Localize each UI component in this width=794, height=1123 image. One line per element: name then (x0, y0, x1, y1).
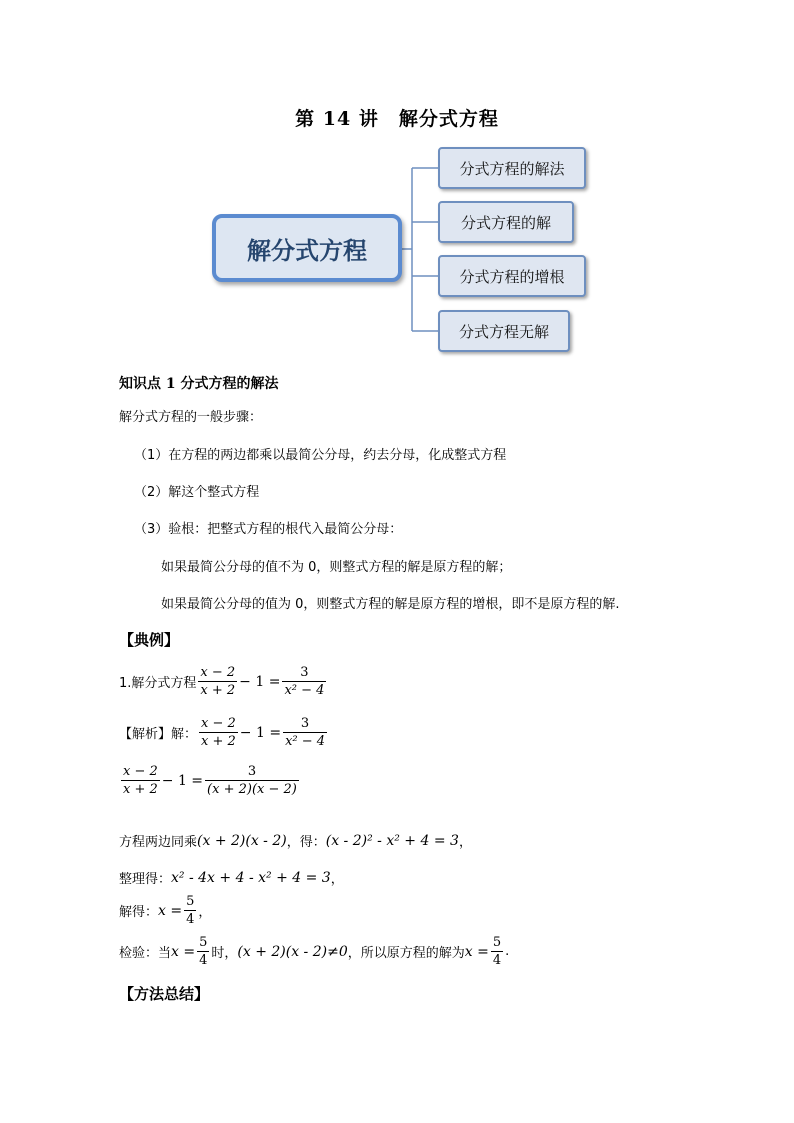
fraction: $\frac{3}{\text{x² − 4}}$ (284, 665, 325, 698)
mindmap-connectors (0, 0, 794, 400)
example-heading: 【典例】 (119, 631, 180, 649)
fraction: $\frac{x - 2}{x + 2}$ (201, 716, 236, 749)
fraction: $\frac{x - 2}{x + 2}$ (123, 764, 158, 797)
analysis-line: 【解析】解： $\frac{x - 2}{x + 2}$ − 1 = $\frac{3}{\text{x² − 4}}$ (119, 716, 326, 749)
multiply-line: 方程两边同乘 (x + 2)(x - 2) ，得： (x - 2)² - x² + 4 = 3 ， (119, 832, 472, 850)
fraction: $\frac{x - 2}{x + 2}$ (200, 665, 236, 698)
solve-line: 解得： x = $\frac{5}{4}$ ， (119, 894, 212, 927)
method-summary-heading: 【方法总结】 (119, 985, 210, 1003)
fraction: $\frac{3}{\text{x² − 4}}$ (285, 716, 326, 749)
section-heading: 知识点 1 分式方程的解法 (119, 376, 279, 392)
step-3: （3）验根：把整式方程的根代入最简公分母： (134, 522, 403, 537)
question-prefix: 1.解分式方程 (119, 676, 197, 691)
step-2: （2）解这个整式方程 (134, 485, 260, 500)
example-question: 1.解分式方程 $\frac{x - 2}{x + 2}$ − 1 = $\frac{3}{\text{x² − 4}}$ (119, 665, 325, 698)
fraction: $\frac{5}{4}$ (492, 935, 502, 968)
page-title: 第 14 讲 解分式方程 (295, 108, 499, 130)
fraction: $\frac{3}{(x + 2)(x - 2)}$ (207, 764, 297, 797)
fraction: $\frac{5}{4}$ (186, 894, 195, 927)
mindmap-branch-no-solution: 分式方程无解 (438, 310, 570, 352)
mindmap-branch-method: 分式方程的解法 (438, 147, 586, 189)
mindmap-branch-extraneous-root: 分式方程的增根 (438, 255, 586, 297)
case-nonzero: 如果最简公分母的值不为 0，则整式方程的解是原方程的解； (161, 560, 512, 575)
simplify-line: 整理得： x² - 4x + 4 - x² + 4 = 3 ， (119, 869, 344, 887)
case-zero: 如果最简公分母的值为 0，则整式方程的解是原方程的增根，即不是原方程的解. (161, 597, 620, 612)
intro-text: 解分式方程的一般步骤： (119, 410, 263, 425)
analysis-label: 【解析】解： (119, 727, 198, 742)
check-line: 检验：当 x = $\frac{5}{4}$ 时， (x + 2)(x - 2)≠0 ，所以原方程的解为 x = $\frac{5}{4}$ . (119, 935, 510, 968)
mindmap-branch-solution: 分式方程的解 (438, 201, 574, 243)
factored-equation: $\frac{x - 2}{x + 2}$ − 1 = $\frac{3}{(x + 2)(x - 2)}$ (123, 764, 297, 797)
step-1: （1）在方程的两边都乘以最简公分母，约去分母，化成整式方程 (134, 448, 507, 463)
mindmap-center: 解分式方程 (212, 214, 402, 282)
fraction: $\frac{5}{4}$ (199, 935, 208, 968)
